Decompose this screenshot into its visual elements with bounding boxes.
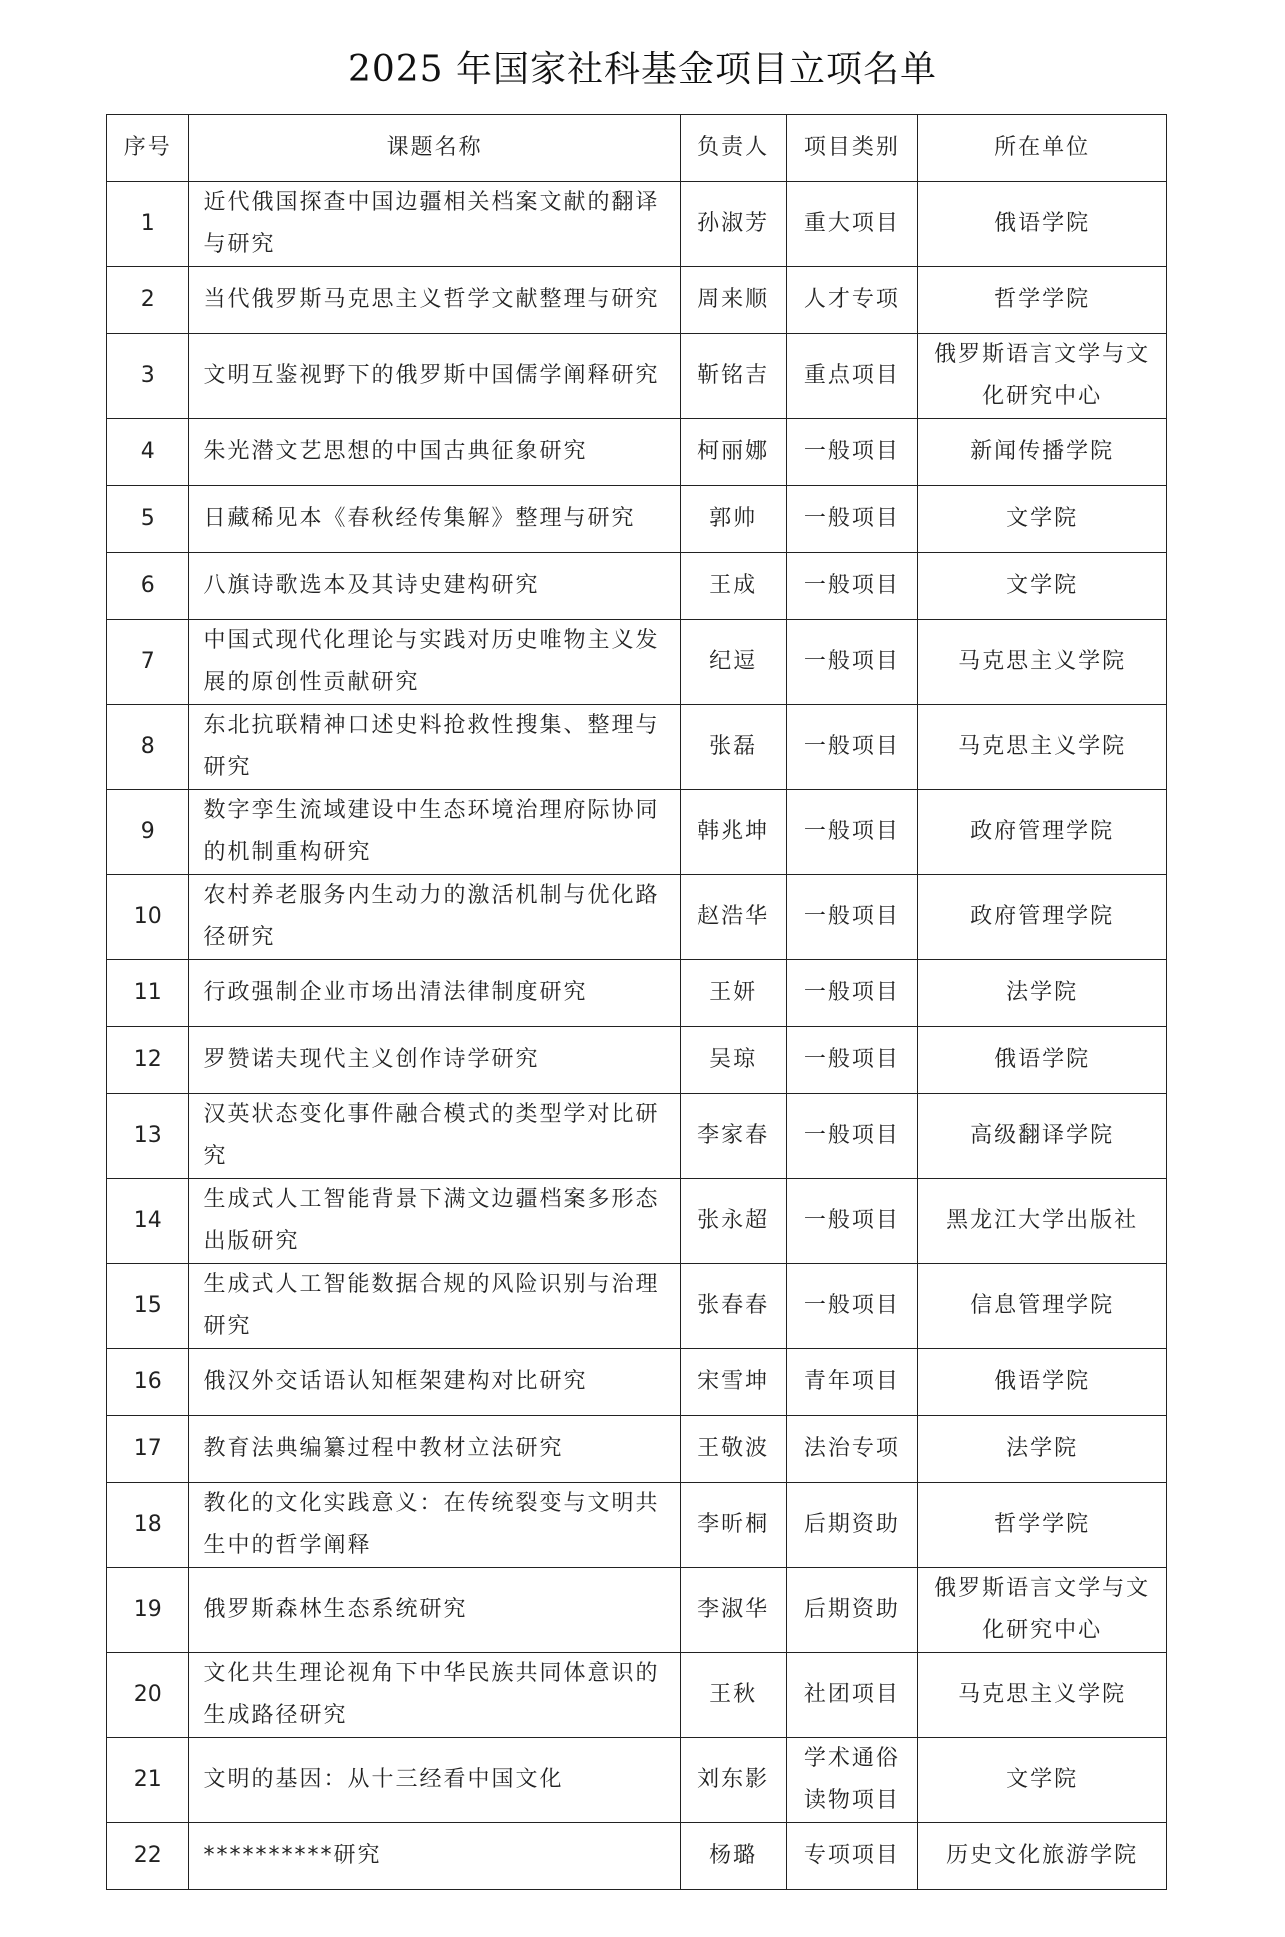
row-person: 张春春 — [680, 1264, 786, 1349]
row-type: 后期资助 — [786, 1568, 918, 1653]
row-num: 5 — [107, 486, 189, 553]
header-unit: 所在单位 — [918, 115, 1167, 182]
row-person: 李家春 — [680, 1094, 786, 1179]
row-title: 日藏稀见本《春秋经传集解》整理与研究 — [189, 486, 680, 553]
row-num: 1 — [107, 182, 189, 267]
row-num: 16 — [107, 1349, 189, 1416]
row-type: 一般项目 — [786, 620, 918, 705]
row-unit: 马克思主义学院 — [918, 620, 1167, 705]
table-header-row — [107, 115, 1167, 182]
row-type: 重点项目 — [786, 334, 918, 419]
row-num: 21 — [107, 1738, 189, 1823]
row-title: 近代俄国探查中国边疆相关档案文献的翻译与研究 — [189, 182, 680, 267]
table-row — [107, 1653, 1167, 1738]
row-person: 宋雪坤 — [680, 1349, 786, 1416]
row-title: 数字孪生流域建设中生态环境治理府际协同的机制重构研究 — [189, 790, 680, 875]
row-type: 一般项目 — [786, 419, 918, 486]
row-person: 王成 — [680, 553, 786, 620]
row-num: 4 — [107, 419, 189, 486]
row-title: 教化的文化实践意义：在传统裂变与文明共生中的哲学阐释 — [189, 1483, 680, 1568]
row-type: 法治专项 — [786, 1416, 918, 1483]
row-title: 罗赞诺夫现代主义创作诗学研究 — [189, 1027, 680, 1094]
row-title: 农村养老服务内生动力的激活机制与优化路径研究 — [189, 875, 680, 960]
table-row — [107, 1264, 1167, 1349]
row-num: 8 — [107, 705, 189, 790]
row-unit: 政府管理学院 — [918, 875, 1167, 960]
row-title: **********研究 — [189, 1823, 680, 1890]
project-list-table — [106, 114, 1167, 1890]
row-person: 李淑华 — [680, 1568, 786, 1653]
row-num: 22 — [107, 1823, 189, 1890]
row-num: 18 — [107, 1483, 189, 1568]
row-unit: 文学院 — [918, 486, 1167, 553]
row-person: 刘东影 — [680, 1738, 786, 1823]
row-type: 重大项目 — [786, 182, 918, 267]
row-type: 一般项目 — [786, 705, 918, 790]
row-type: 一般项目 — [786, 1264, 918, 1349]
header-type: 项目类别 — [786, 115, 918, 182]
row-type: 后期资助 — [786, 1483, 918, 1568]
table-row — [107, 620, 1167, 705]
row-unit: 俄语学院 — [918, 1027, 1167, 1094]
table-row — [107, 1349, 1167, 1416]
row-unit: 新闻传播学院 — [918, 419, 1167, 486]
table-row — [107, 419, 1167, 486]
table-row — [107, 182, 1167, 267]
row-unit: 俄罗斯语言文学与文化研究中心 — [918, 334, 1167, 419]
row-type: 学术通俗读物项目 — [786, 1738, 918, 1823]
row-type: 一般项目 — [786, 1094, 918, 1179]
row-num: 19 — [107, 1568, 189, 1653]
table-row — [107, 486, 1167, 553]
row-person: 赵浩华 — [680, 875, 786, 960]
table-row — [107, 705, 1167, 790]
row-type: 一般项目 — [786, 875, 918, 960]
row-type: 青年项目 — [786, 1349, 918, 1416]
row-title: 文明的基因：从十三经看中国文化 — [189, 1738, 680, 1823]
row-person: 王秋 — [680, 1653, 786, 1738]
row-num: 13 — [107, 1094, 189, 1179]
row-person: 张磊 — [680, 705, 786, 790]
row-title: 东北抗联精神口述史料抢救性搜集、整理与研究 — [189, 705, 680, 790]
row-unit: 俄语学院 — [918, 1349, 1167, 1416]
header-num: 序号 — [107, 115, 189, 182]
row-type: 专项项目 — [786, 1823, 918, 1890]
row-person: 孙淑芳 — [680, 182, 786, 267]
row-title: 中国式现代化理论与实践对历史唯物主义发展的原创性贡献研究 — [189, 620, 680, 705]
table-row — [107, 1027, 1167, 1094]
table-row — [107, 1738, 1167, 1823]
row-type: 社团项目 — [786, 1653, 918, 1738]
row-num: 7 — [107, 620, 189, 705]
row-type: 一般项目 — [786, 790, 918, 875]
row-person: 靳铭吉 — [680, 334, 786, 419]
row-unit: 马克思主义学院 — [918, 1653, 1167, 1738]
row-person: 张永超 — [680, 1179, 786, 1264]
row-title: 生成式人工智能背景下满文边疆档案多形态出版研究 — [189, 1179, 680, 1264]
row-type: 一般项目 — [786, 960, 918, 1027]
row-num: 12 — [107, 1027, 189, 1094]
row-unit: 法学院 — [918, 1416, 1167, 1483]
row-person: 纪逗 — [680, 620, 786, 705]
row-unit: 法学院 — [918, 960, 1167, 1027]
row-title: 文化共生理论视角下中华民族共同体意识的生成路径研究 — [189, 1653, 680, 1738]
row-person: 杨璐 — [680, 1823, 786, 1890]
row-unit: 俄罗斯语言文学与文化研究中心 — [918, 1568, 1167, 1653]
row-type: 一般项目 — [786, 486, 918, 553]
row-type: 一般项目 — [786, 1027, 918, 1094]
row-num: 20 — [107, 1653, 189, 1738]
header-person: 负责人 — [680, 115, 786, 182]
row-num: 9 — [107, 790, 189, 875]
table-row — [107, 334, 1167, 419]
row-num: 15 — [107, 1264, 189, 1349]
row-unit: 黑龙江大学出版社 — [918, 1179, 1167, 1264]
row-unit: 俄语学院 — [918, 182, 1167, 267]
row-unit: 文学院 — [918, 553, 1167, 620]
row-num: 10 — [107, 875, 189, 960]
table-row — [107, 790, 1167, 875]
row-num: 3 — [107, 334, 189, 419]
row-unit: 信息管理学院 — [918, 1264, 1167, 1349]
row-unit: 文学院 — [918, 1738, 1167, 1823]
row-title: 教育法典编纂过程中教材立法研究 — [189, 1416, 680, 1483]
row-num: 11 — [107, 960, 189, 1027]
table-row — [107, 1823, 1167, 1890]
row-title: 汉英状态变化事件融合模式的类型学对比研究 — [189, 1094, 680, 1179]
table-row — [107, 267, 1167, 334]
row-person: 李昕桐 — [680, 1483, 786, 1568]
row-type: 一般项目 — [786, 1179, 918, 1264]
row-title: 行政强制企业市场出清法律制度研究 — [189, 960, 680, 1027]
row-type: 一般项目 — [786, 553, 918, 620]
row-unit: 哲学学院 — [918, 267, 1167, 334]
row-person: 韩兆坤 — [680, 790, 786, 875]
row-person: 郭帅 — [680, 486, 786, 553]
row-title: 俄汉外交话语认知框架建构对比研究 — [189, 1349, 680, 1416]
page-title: 2025 年国家社科基金项目立项名单 — [347, 49, 938, 90]
row-num: 17 — [107, 1416, 189, 1483]
row-title: 生成式人工智能数据合规的风险识别与治理研究 — [189, 1264, 680, 1349]
row-person: 吴琼 — [680, 1027, 786, 1094]
table-row — [107, 1179, 1167, 1264]
table-row — [107, 1094, 1167, 1179]
table-row — [107, 1483, 1167, 1568]
table-row — [107, 1568, 1167, 1653]
row-unit: 马克思主义学院 — [918, 705, 1167, 790]
row-person: 周来顺 — [680, 267, 786, 334]
row-person: 王妍 — [680, 960, 786, 1027]
table-row — [107, 875, 1167, 960]
row-title: 文明互鉴视野下的俄罗斯中国儒学阐释研究 — [189, 334, 680, 419]
table-row — [107, 553, 1167, 620]
row-unit: 历史文化旅游学院 — [918, 1823, 1167, 1890]
row-title: 朱光潜文艺思想的中国古典征象研究 — [189, 419, 680, 486]
row-person: 柯丽娜 — [680, 419, 786, 486]
row-person: 王敬波 — [680, 1416, 786, 1483]
table-row — [107, 960, 1167, 1027]
row-num: 14 — [107, 1179, 189, 1264]
row-num: 2 — [107, 267, 189, 334]
row-title: 俄罗斯森林生态系统研究 — [189, 1568, 680, 1653]
row-num: 6 — [107, 553, 189, 620]
table-row — [107, 1416, 1167, 1483]
row-title: 八旗诗歌选本及其诗史建构研究 — [189, 553, 680, 620]
row-title: 当代俄罗斯马克思主义哲学文献整理与研究 — [189, 267, 680, 334]
header-title: 课题名称 — [189, 115, 680, 182]
row-type: 人才专项 — [786, 267, 918, 334]
row-unit: 高级翻译学院 — [918, 1094, 1167, 1179]
row-unit: 哲学学院 — [918, 1483, 1167, 1568]
row-unit: 政府管理学院 — [918, 790, 1167, 875]
